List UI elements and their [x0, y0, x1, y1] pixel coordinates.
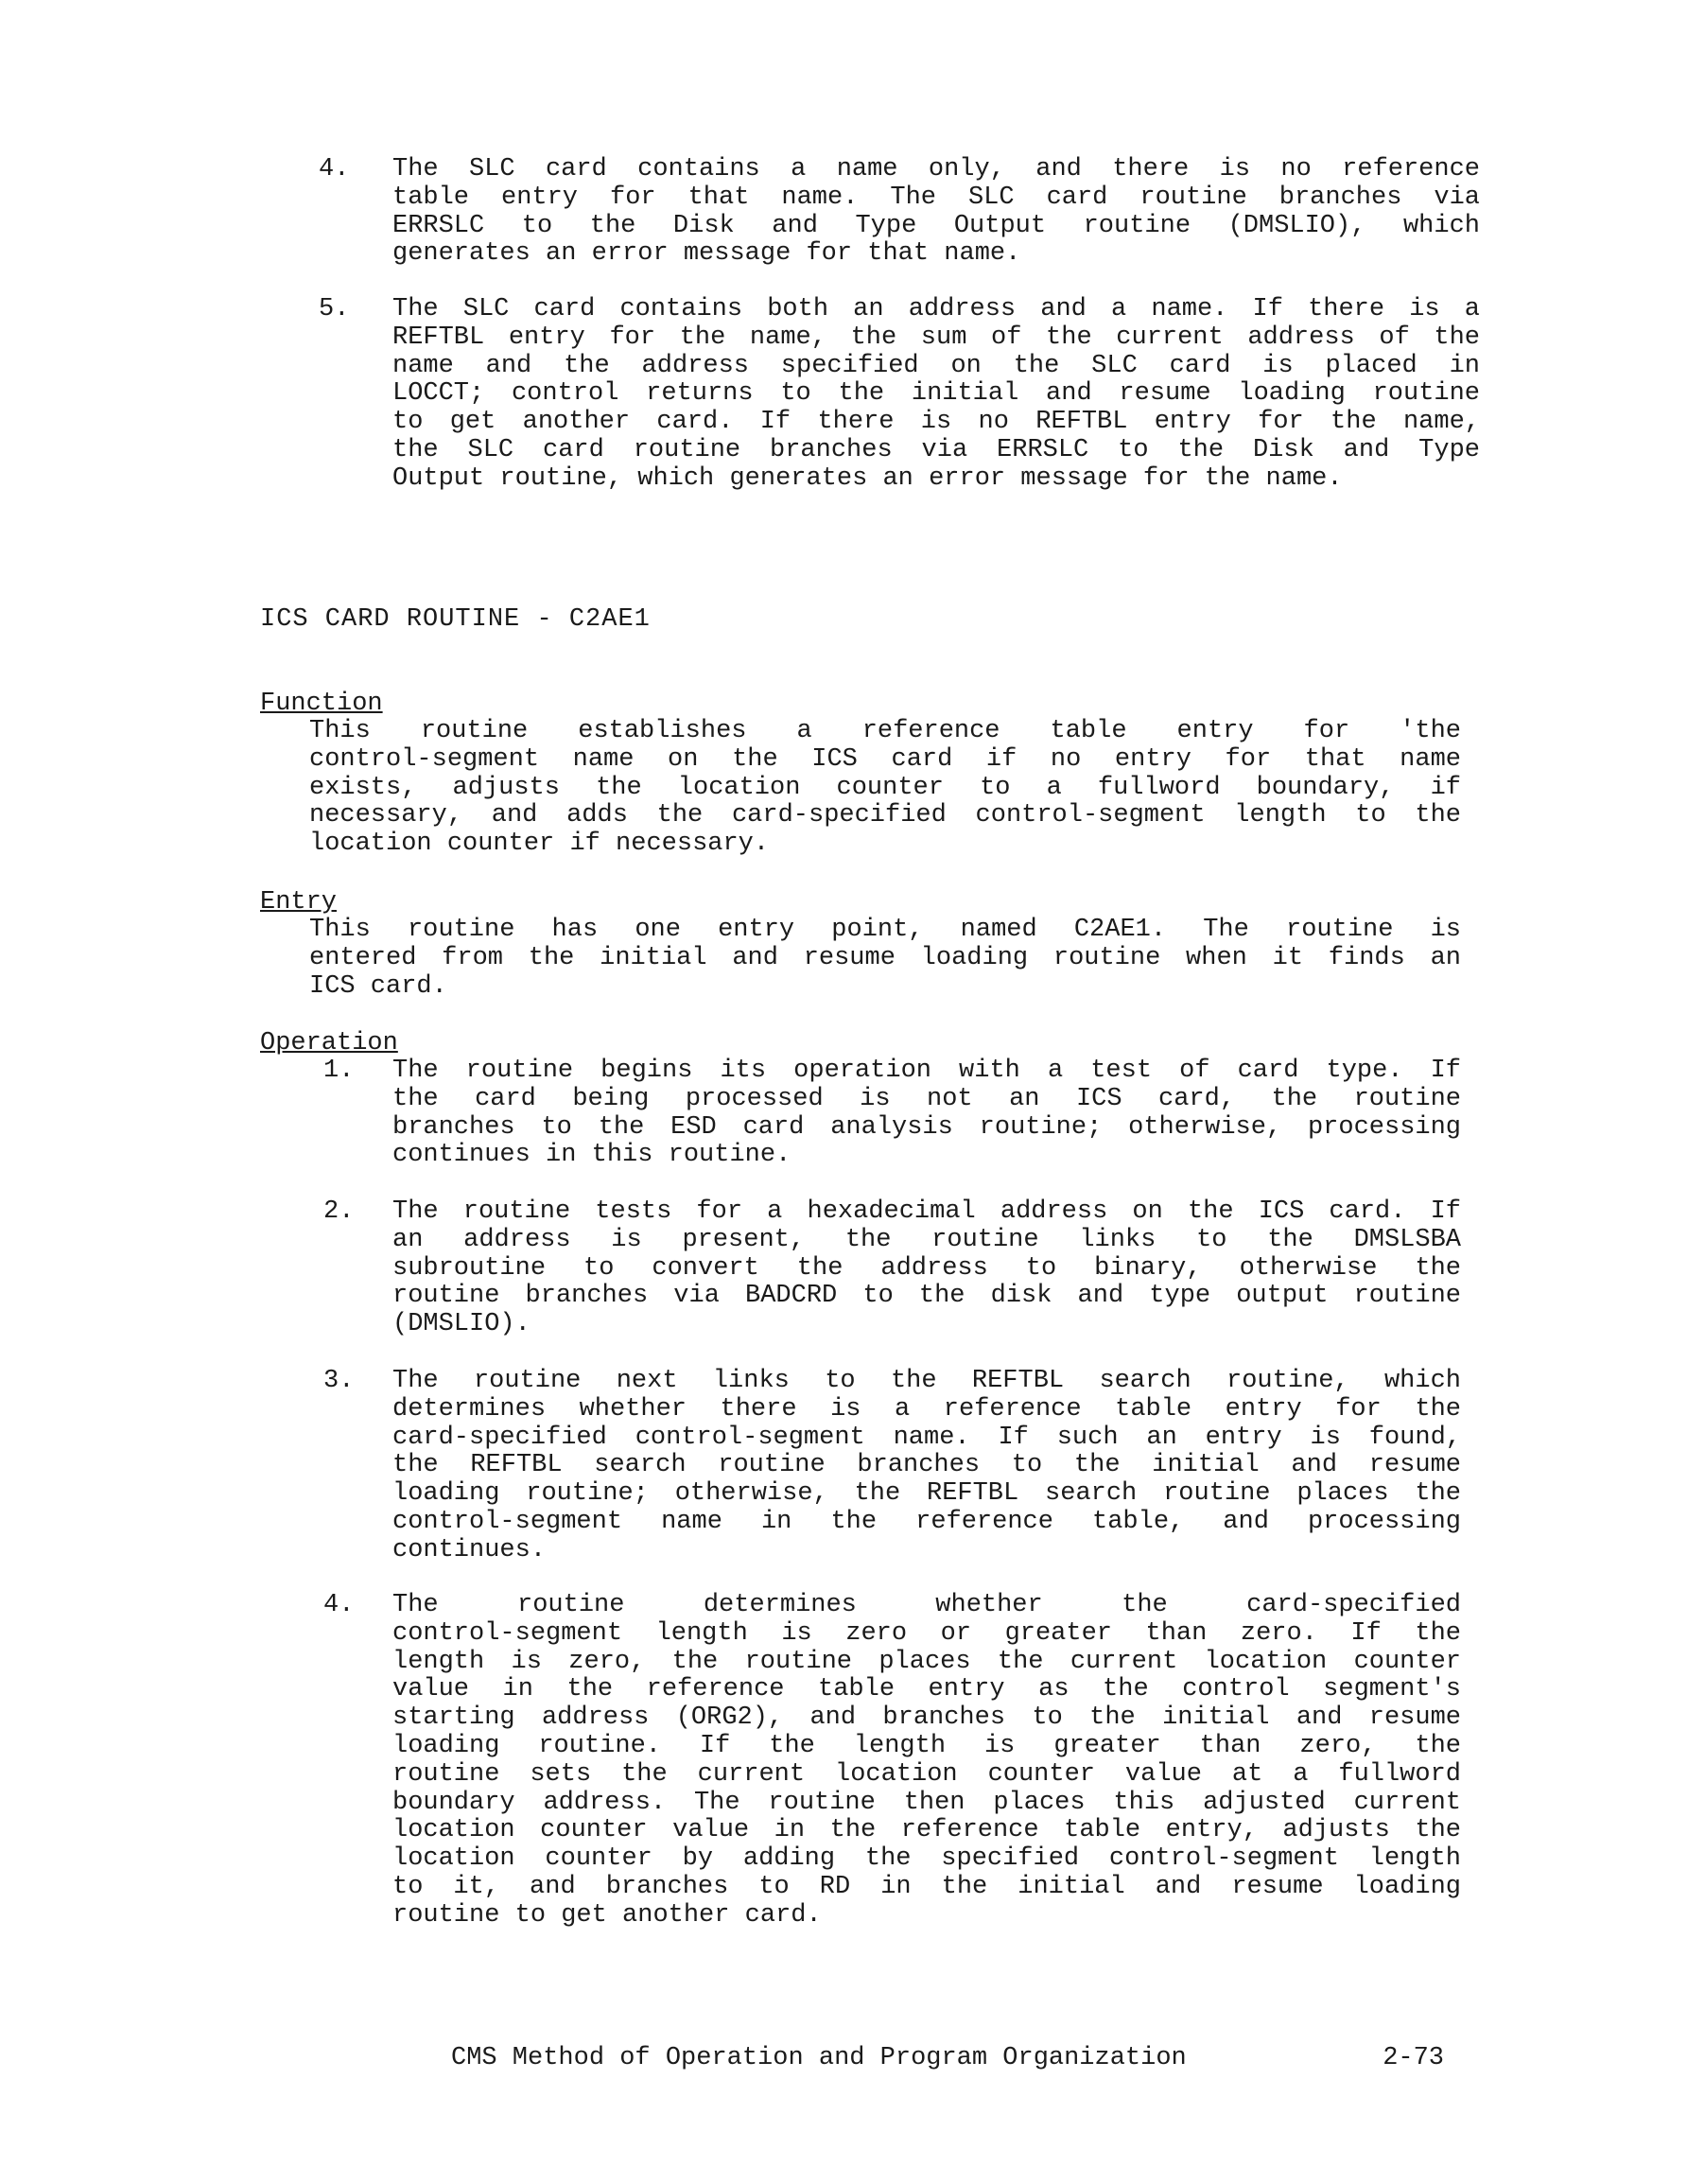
text-line: The routine tests for a hexadecimal address on the ICS card. If [392, 1197, 1461, 1226]
text-line: Output routine, which generates an error message for the name. [392, 463, 1343, 493]
text-line: branches to the ESD card analysis routine; otherwise, processing [392, 1112, 1461, 1142]
top-item-4 [260, 156, 1480, 270]
text-line: necessary, and adds the card-specified control-segment length to the [309, 801, 1461, 830]
entry-paragraph [309, 917, 1461, 1001]
text-line: the SLC card routine branches via ERRSLC to the Disk and Type [392, 435, 1480, 464]
item-number: 4. [323, 1591, 355, 1619]
text-line: value in the reference table entry as the control segment's [392, 1675, 1461, 1704]
item-number: 2. [323, 1197, 355, 1226]
text-line: loading routine. If the length is greater than zero, the [392, 1731, 1461, 1760]
text-line: REFTBL entry for the name, the sum of the current address of the [392, 323, 1480, 352]
footer-title: CMS Method of Operation and Program Organization [451, 2044, 1187, 2072]
text-line: subroutine to convert the address to binary, otherwise the [392, 1253, 1461, 1283]
text-line: control-segment name on the ICS card if no entry for that name [309, 744, 1461, 774]
text-line: This routine establishes a reference table entry for 'the [309, 717, 1461, 745]
text-line: LOCCT; control returns to the initial and resume loading routine [392, 379, 1480, 409]
text-line: exists, adjusts the location counter to a fullword boundary, if [309, 773, 1461, 802]
text-line: length is zero, the routine places the current location counter [392, 1647, 1461, 1676]
text-line: continues in this routine. [392, 1141, 791, 1170]
text-line: an address is present, the routine links to the DMSLSBA [392, 1225, 1461, 1254]
text-line: card-specified control-segment name. If such an entry is found, [392, 1423, 1461, 1452]
text-line: ERRSLC to the Disk and Type Output routine (DMSLIO), which [392, 211, 1480, 240]
item-number: 3. [323, 1367, 355, 1395]
text-line: The routine next links to the REFTBL search routine, which [392, 1367, 1461, 1395]
text-line: table entry for that name. The SLC card routine branches via [392, 183, 1480, 212]
text-line: (DMSLIO). [392, 1310, 530, 1339]
text-line: control-segment name in the reference table, and processing [392, 1507, 1461, 1536]
item-text [392, 1198, 1461, 1339]
text-line: ICS card. [309, 971, 447, 1001]
text-line: starting address (ORG2), and branches to the initial and resume [392, 1704, 1461, 1733]
text-line: loading routine; otherwise, the REFTBL search routine places the [392, 1479, 1461, 1509]
text-line: entered from the initial and resume loading routine when it finds an [309, 943, 1461, 972]
text-line: The SLC card contains a name only, and there is no reference [392, 155, 1480, 183]
text-line: location counter value in the reference table entry, adjusts the [392, 1816, 1461, 1845]
text-line: generates an error message for that name. [392, 239, 1021, 269]
item-number: 1. [323, 1057, 355, 1085]
item-number: 5. [319, 295, 350, 323]
text-line: name and the address specified on the SLC card is placed in [392, 351, 1480, 380]
operation-heading: Operation [260, 1029, 398, 1057]
text-line: to it, and branches to RD in the initial and resume loading [392, 1872, 1461, 1901]
item-text [392, 1368, 1461, 1565]
text-line: The routine determines whether the card-specified [392, 1591, 1461, 1619]
item-number: 4. [319, 155, 350, 183]
text-line: determines whether there is a reference table entry for the [392, 1394, 1461, 1424]
text-line: routine sets the current location counter value at a fullword [392, 1759, 1461, 1789]
function-paragraph [309, 718, 1461, 859]
text-line: boundary address. The routine then places this adjusted current [392, 1788, 1461, 1817]
text-line: The SLC card contains both an address and a name. If there is a [392, 295, 1480, 323]
text-line: The routine begins its operation with a test of card type. If [392, 1057, 1461, 1085]
text-line: the card being processed is not an ICS card, the routine [392, 1084, 1461, 1113]
item-text [392, 1592, 1461, 1931]
section-title: ICS CARD ROUTINE - C2AE1 [260, 605, 651, 634]
text-line: continues. [392, 1535, 547, 1564]
item-text [392, 296, 1480, 494]
text-line: routine to get another card. [392, 1900, 822, 1930]
text-line: the REFTBL search routine branches to the initial and resume [392, 1451, 1461, 1480]
text-line: control-segment length is zero or greater than zero. If the [392, 1618, 1461, 1648]
page-number: 2-73 [1383, 2044, 1444, 2072]
item-text [392, 156, 1480, 269]
top-item-5 [260, 296, 1480, 495]
text-line: location counter if necessary. [309, 830, 770, 859]
text-line: routine branches via BADCRD to the disk and type output routine [392, 1282, 1461, 1311]
item-text [392, 1057, 1461, 1170]
function-heading: Function [260, 690, 383, 718]
text-line: This routine has one entry point, named C2AE1. The routine is [309, 916, 1461, 944]
text-line: location counter by adding the specified control-segment length [392, 1844, 1461, 1874]
text-line: to get another card. If there is no REFTBL entry for the name, [392, 408, 1480, 437]
entry-heading: Entry [260, 888, 338, 917]
